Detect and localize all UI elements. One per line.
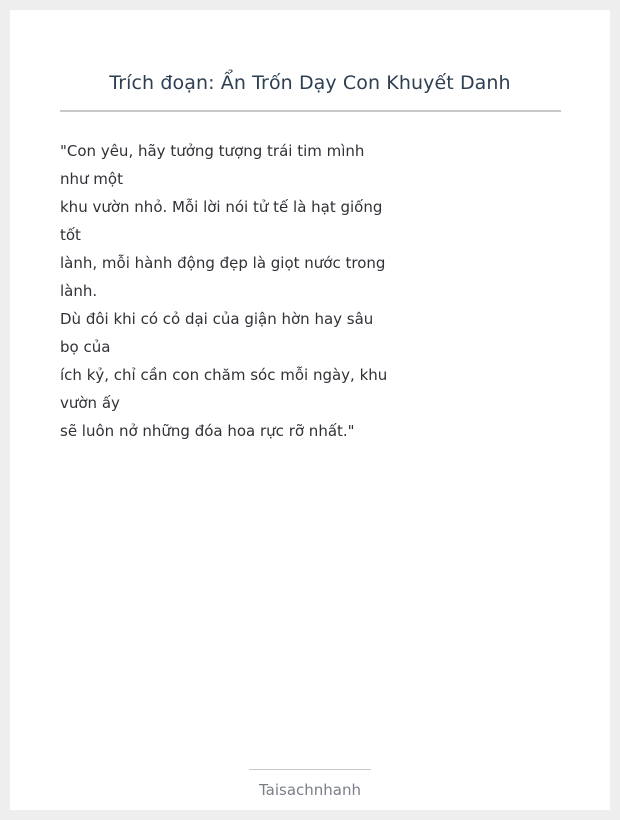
excerpt-line: sẽ luôn nở những đóa hoa rực rỡ nhất." (60, 422, 355, 440)
excerpt-line: ích kỷ, chỉ cần con chăm sóc mỗi ngày, khu vườn ấy (60, 366, 388, 412)
page-title: Trích đoạn: Ẩn Trốn Dạy Con Khuyết Danh (109, 72, 511, 94)
excerpt-line: Dù đôi khi có cỏ dại của giận hờn hay sâu bọ của (60, 310, 374, 356)
excerpt-line: khu vườn nhỏ. Mỗi lời nói tử tế là hạt giống tốt (60, 198, 383, 244)
title-divider (60, 110, 561, 112)
footer-divider (249, 769, 371, 770)
footer-source: Taisachnhanh (258, 781, 362, 799)
document-page (10, 10, 610, 810)
excerpt-text (60, 137, 390, 445)
excerpt-line: "Con yêu, hãy tưởng tượng trái tim mình như một (60, 142, 365, 188)
excerpt-line: lành, mỗi hành động đẹp là giọt nước trong lành. (60, 254, 386, 300)
